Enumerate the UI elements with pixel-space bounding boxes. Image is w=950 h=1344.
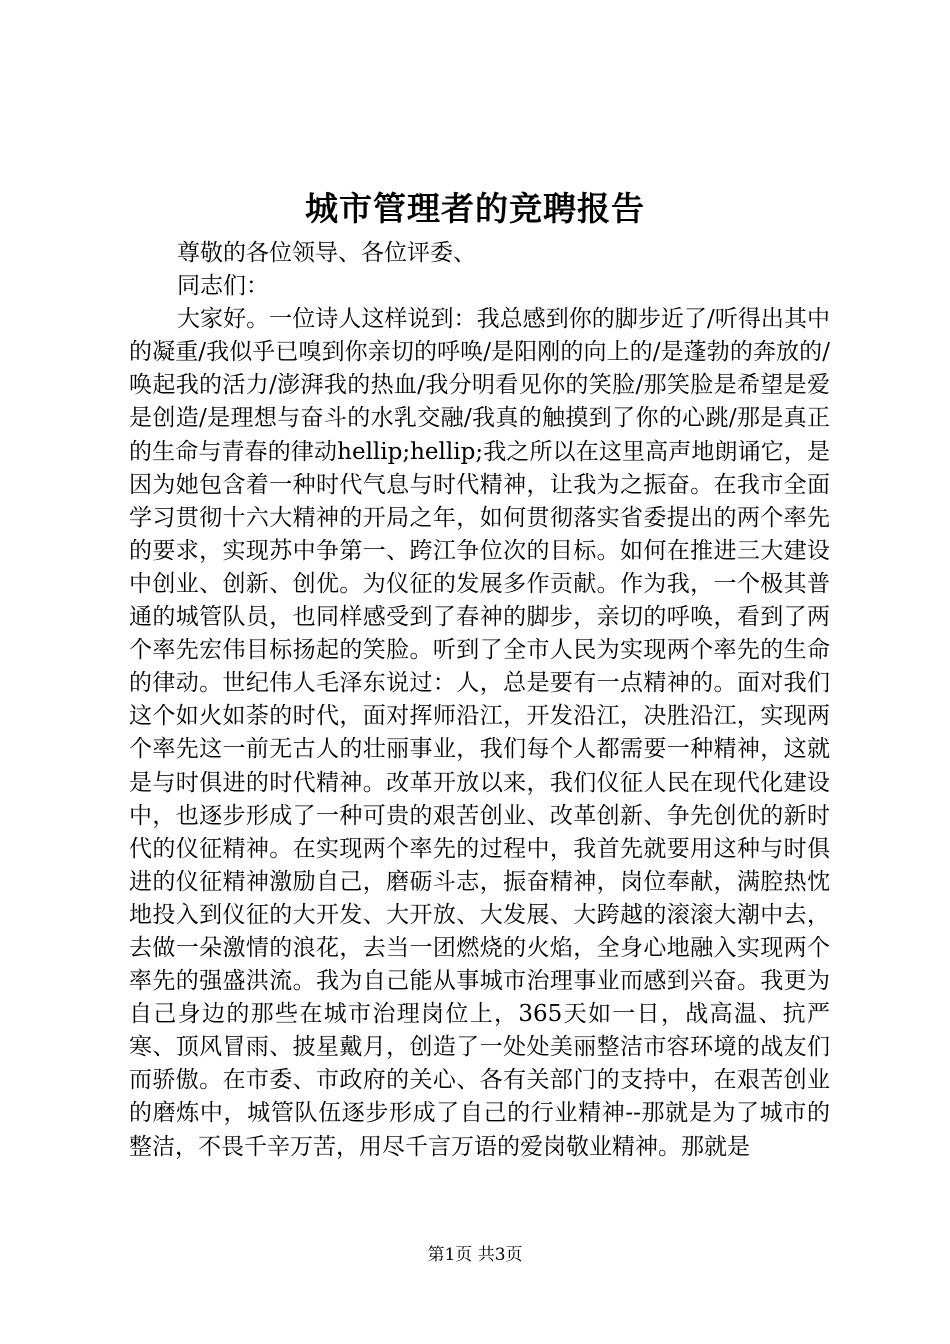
body-paragraph: 大家好。一位诗人这样说到：我总感到你的脚步近了/听得出其中的凝重/我似乎已嗅到你亲切的呼唤/是阳刚的向上的/是蓬勃的奔放的/唤起我的活力/澎湃我的热血/我分明看见你的笑脸/那笑脸是希望是爱是创造/是理想与奋斗的水乳交融/我真的触摸到了你的心跳/那是真正的生命与青春的律动hellip;hellip;我之所以在这里高声地朗诵它，是因为她包含着一种时代气息与时代精神，让我为之振奋。在我市全面学习贯彻十六大精神的开局之年，如何贯彻落实省委提出的两个率先的要求，实现苏中争第一、跨江争位次的目标。如何在推进三大建设中创业、创新、创优。为仪征的发展多作贡献。作为我，一个极其普通的城管队员，也同样感受到了春神的脚步，亲切的呼唤，看到了两个率先宏伟目标扬起的笑脸。听到了全市人民为实现两个率先的生命的律动。世纪伟人毛泽东说过：人，总是要有一点精神的。面对我们这个如火如荼的时代，面对挥师沿江，开发沿江，决胜沿江，实现两个率先这一前无古人的壮丽事业，我们每个人都需要一种精神，这就是与时俱进的时代精神。改革开放以来，我们仪征人民在现代化建设中，也逐步形成了一种可贵的艰苦创业、改革创新、争先创优的新时代的仪征精神。在实现两个率先的过程中，我首先就要用这种与时俱进的仪征精神激励自己，磨砺斗志，振奋精神，岗位奉献，满腔热忱地投入到仪征的大开发、大开放、大发展、大跨越的滚滚大潮中去，去做一朵激情的浪花，去当一团燃烧的火焰，全身心地融入实现两个率先的强盛洪流。我为自己能从事城市治理事业而感到兴奋。我更为自己身边的那些在城市治理岗位上，365天如一日，战高温、抗严寒、顶风冒雨、披星戴月，创造了一处处美丽整洁市容环境的战友们而骄傲。在市委、市政府的关心、各有关部门的支持中，在艰苦创业的磨炼中，城管队伍逐步形成了自己的行业精神--那就是为了城市的整洁，不畏千辛万苦，用尽千言万语的爱岗敬业精神。那就是 <box>129 306 830 1160</box>
document-body <box>129 237 830 1164</box>
salutation-line: 尊敬的各位领导、各位评委、 <box>177 240 476 266</box>
document-title: 城市管理者的竞聘报告 <box>305 189 645 228</box>
salutation-line: 同志们： <box>177 273 269 300</box>
page-footer: 第1页 共3页 <box>427 1245 523 1265</box>
